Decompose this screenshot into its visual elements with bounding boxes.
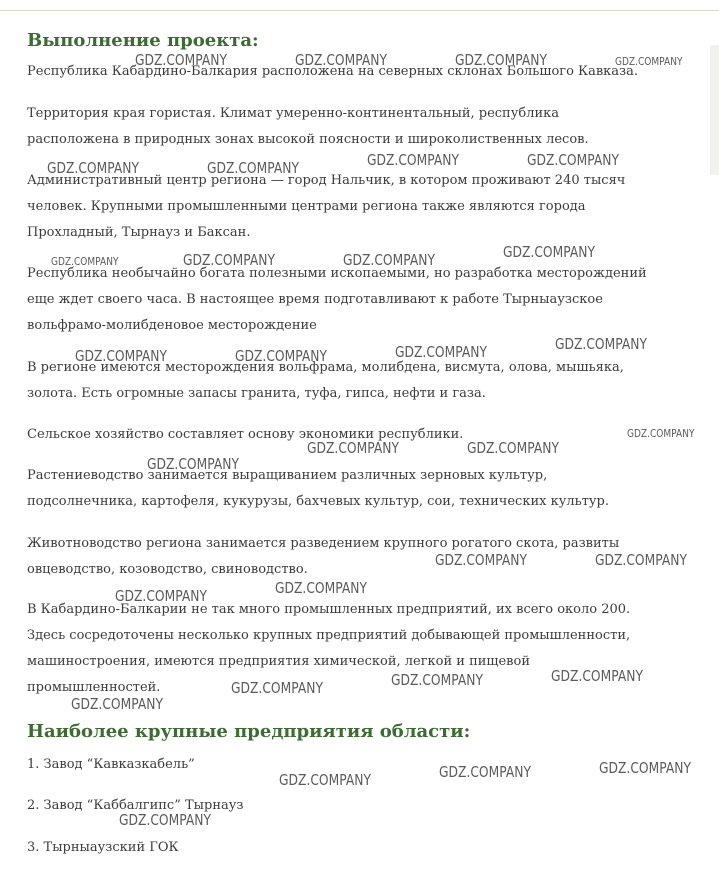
watermark: GDZ.COMPANY: [115, 587, 207, 605]
paragraph-crops: Растениеводство занимается выращиванием различных зерновых культур, подсолнечника, картофеля, кукурузы, бахчевых культур, сои, технических культур.: [27, 468, 609, 509]
list-item: 3. Тырныаузский ГОК: [27, 840, 179, 855]
heading-enterprises: Наиболее крупные предприятия области:: [27, 721, 471, 742]
heading-project: Выполнение проекта:: [27, 30, 259, 51]
list-item: 1. Завод “Кавказкабель”: [27, 757, 195, 772]
paragraph-livestock: Животноводство региона занимается разведением крупного рогатого скота, развиты овцеводство, козоводство, свиноводство.: [27, 536, 620, 577]
watermark: GDZ.COMPANY: [279, 771, 371, 789]
list-item: 2. Завод “Каббалгипс” Тырнауз: [27, 798, 244, 813]
watermark: GDZ.COMPANY: [391, 671, 483, 689]
watermark: GDZ.COMPANY: [147, 455, 239, 473]
side-scroll-strip: [710, 45, 719, 175]
watermark: GDZ.COMPANY: [275, 579, 367, 597]
watermark: GDZ.COMPANY: [503, 243, 595, 261]
watermark: GDZ.COMPANY: [71, 695, 163, 713]
watermark: GDZ.COMPANY: [135, 51, 227, 69]
paragraph-capital: Административный центр региона — город Нальчик, в котором проживают 240 тысяч человек. Крупными промышленными центрами региона также являются города Прохладный, Тырнауз и Баксан.: [27, 173, 626, 240]
watermark: GDZ.COMPANY: [207, 159, 299, 177]
watermark: GDZ.COMPANY: [75, 347, 167, 365]
watermark: GDZ.COMPANY: [627, 427, 695, 440]
paragraph-agriculture: Сельское хозяйство составляет основу экономики республики.: [27, 427, 464, 442]
watermark: GDZ.COMPANY: [455, 51, 547, 69]
paragraph-minerals: Республика необычайно богата полезными ископаемыми, но разработка месторождений еще ждет своего часа. В настоящее время подготавливают к работе Тырныаузское вольфрамо-молибденовое месторождение: [27, 266, 647, 333]
paragraph-industry: В Кабардино-Балкарии не так много промышленных предприятий, их всего около 200. Здесь сосредоточены несколько крупных предприятий добывающей промышленности, машиностроения, имеются предприятия химической, легкой и пищевой промышленностей.: [27, 602, 631, 695]
watermark: GDZ.COMPANY: [295, 51, 387, 69]
watermark: GDZ.COMPANY: [47, 159, 139, 177]
watermark: GDZ.COMPANY: [599, 759, 691, 777]
watermark: GDZ.COMPANY: [343, 251, 435, 269]
watermark: GDZ.COMPANY: [467, 439, 559, 457]
paragraph-location: Республика Кабардино-Балкария расположена на северных склонах Большого Кавказа.: [27, 64, 639, 79]
watermark: GDZ.COMPANY: [235, 347, 327, 365]
watermark: GDZ.COMPANY: [435, 551, 527, 569]
watermark: GDZ.COMPANY: [395, 343, 487, 361]
watermark: GDZ.COMPANY: [439, 763, 531, 781]
watermark: GDZ.COMPANY: [551, 667, 643, 685]
watermark: GDZ.COMPANY: [595, 551, 687, 569]
watermark: GDZ.COMPANY: [307, 439, 399, 457]
watermark: GDZ.COMPANY: [367, 151, 459, 169]
paragraph-territory: Территория края гористая. Климат умеренно-континентальный, республика расположена в природных зонах высокой поясности и широколиственных лесов.: [27, 106, 589, 147]
watermark: GDZ.COMPANY: [183, 251, 275, 269]
paragraph-deposits: В регионе имеются месторождения вольфрама, молибдена, висмута, олова, мышьяка, золота. Есть огромные запасы гранита, туфа, гипса, нефти и газа.: [27, 360, 624, 401]
top-divider: [0, 10, 719, 11]
watermark: GDZ.COMPANY: [119, 811, 211, 829]
watermark: GDZ.COMPANY: [555, 335, 647, 353]
watermark: GDZ.COMPANY: [231, 679, 323, 697]
watermark: GDZ.COMPANY: [615, 55, 683, 68]
watermark: GDZ.COMPANY: [527, 151, 619, 169]
watermark: GDZ.COMPANY: [51, 255, 119, 268]
